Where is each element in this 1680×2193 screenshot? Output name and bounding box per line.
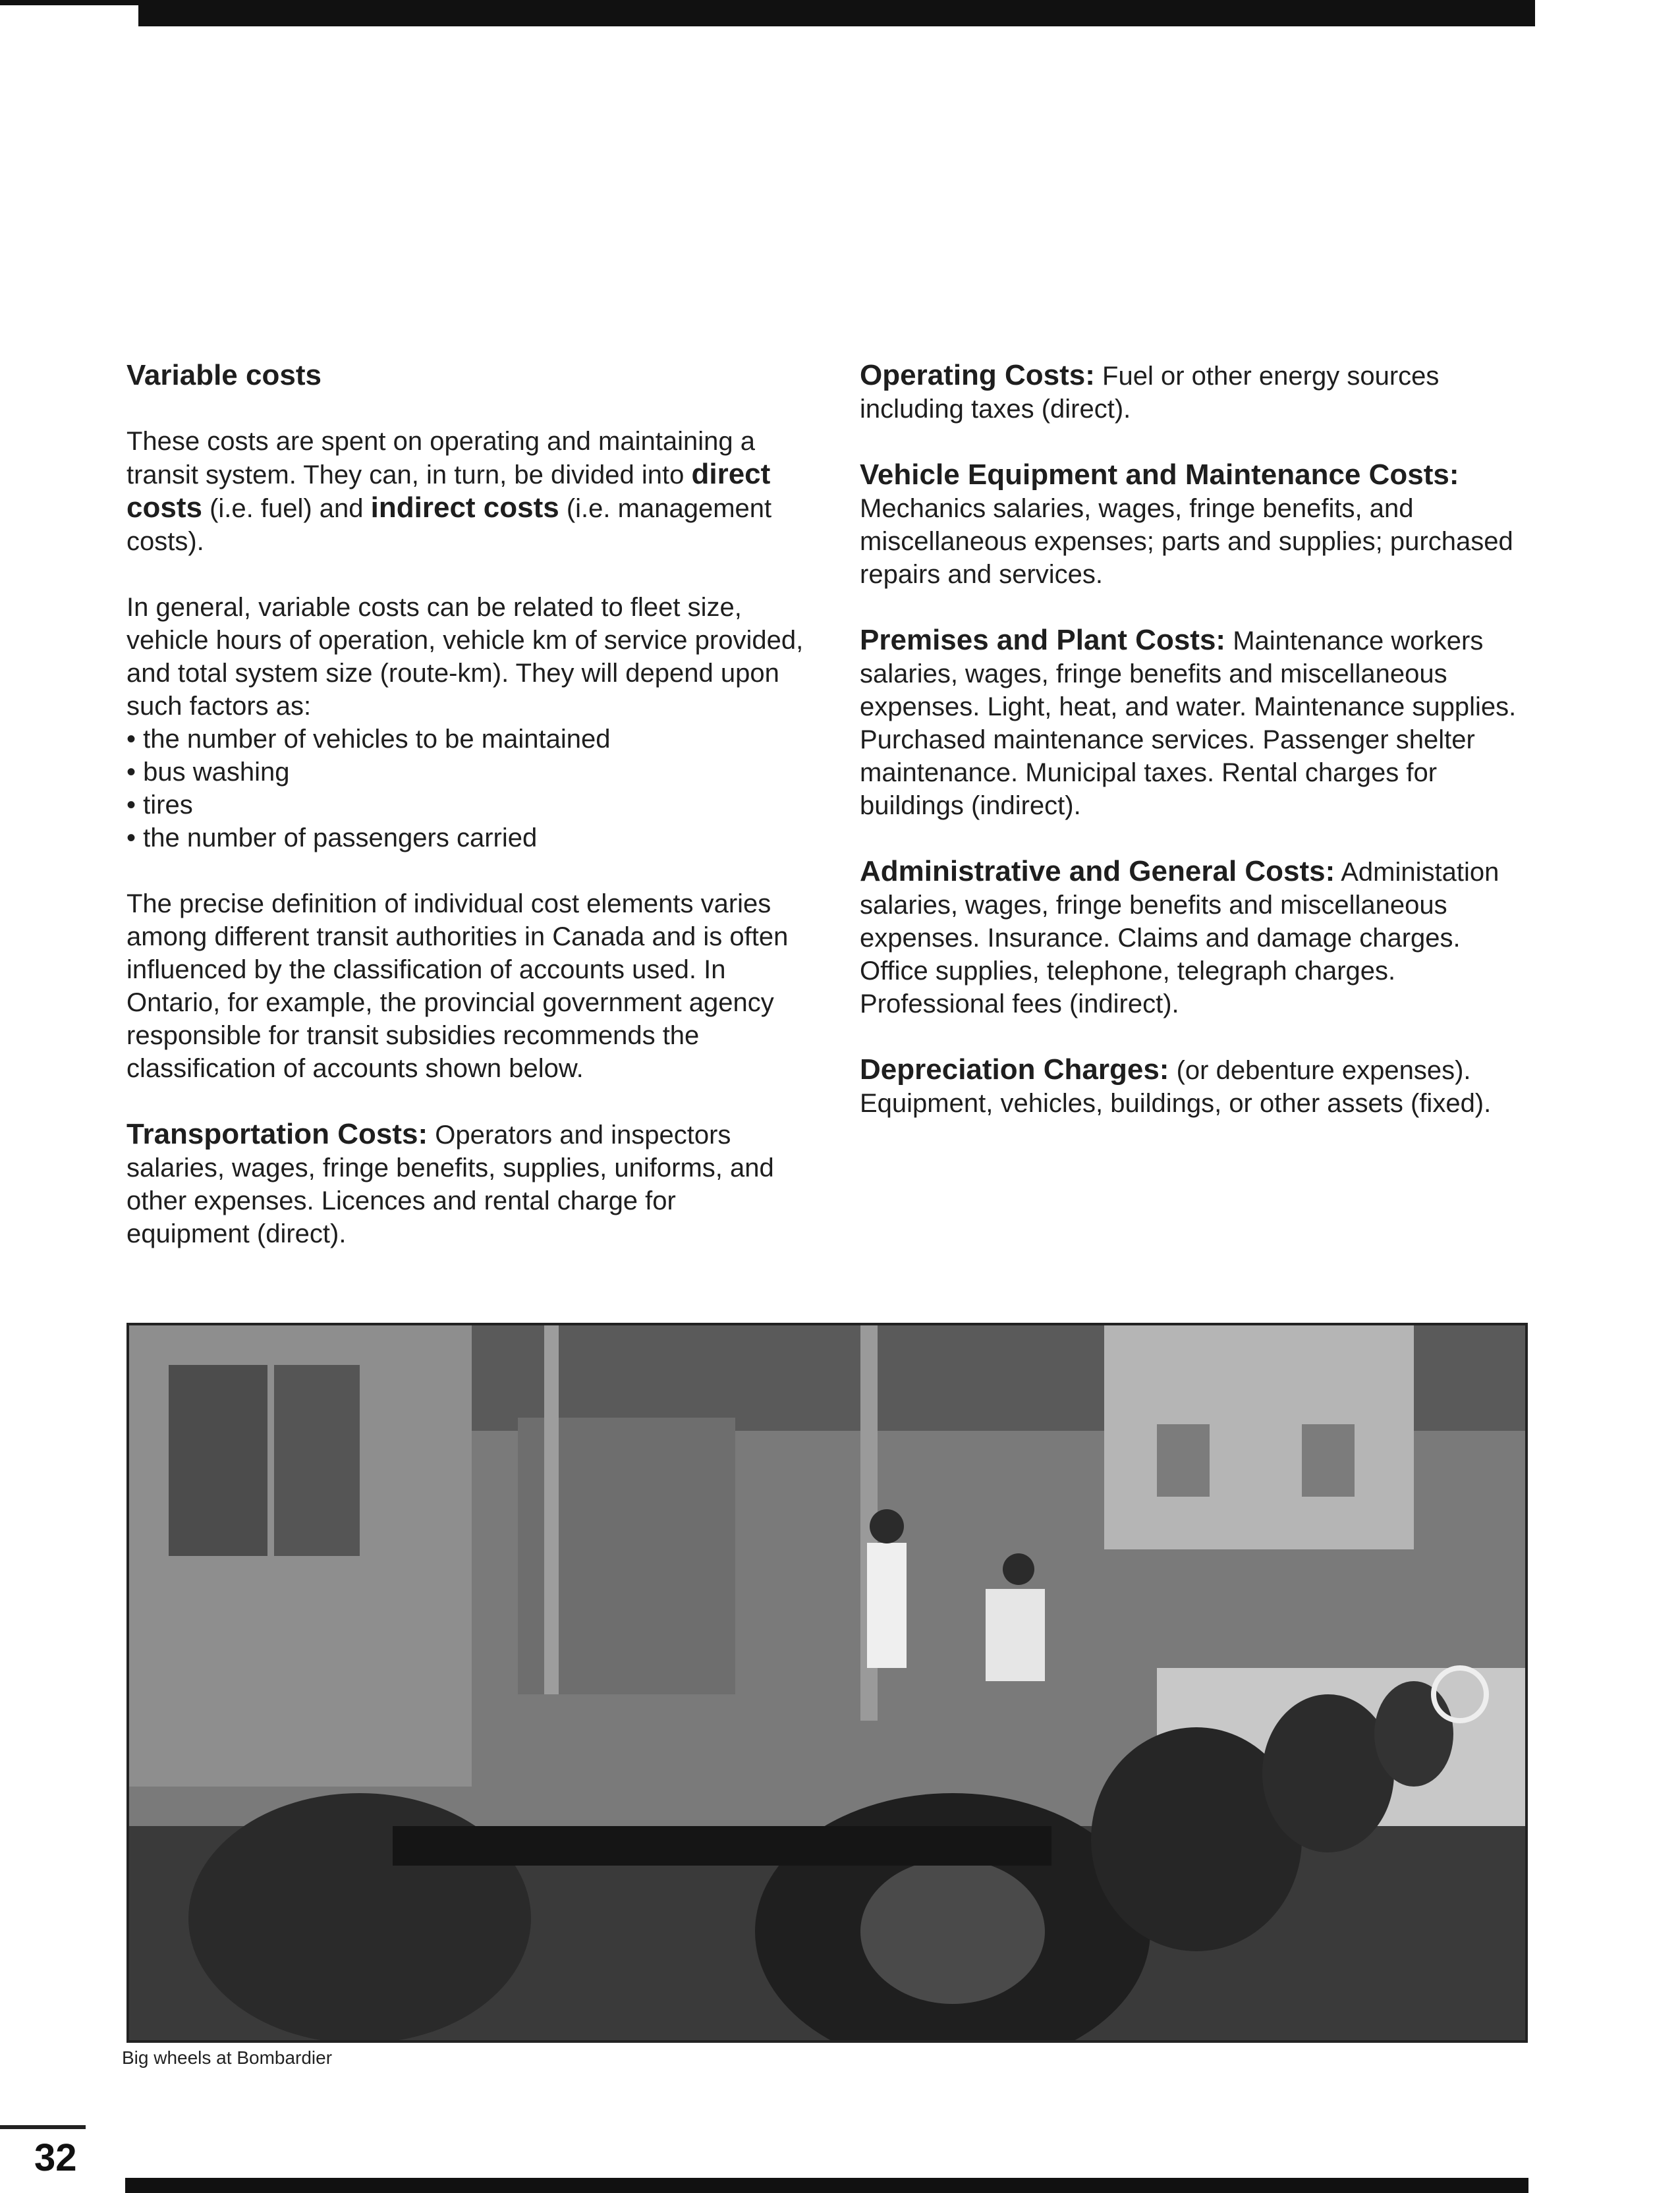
depreciation-charges-text: (or debenture expenses). Equipment, vehicles, buildings, or other assets (fixed). (860, 1056, 1492, 1118)
administrative-costs-text: Administation salaries, wages, fringe benefits and miscellaneous expenses. Insurance. Claims and damage charges. Office supplies, telephone, telegraph charges. Professional fees (indirect). (860, 858, 1499, 1018)
vehicle-costs-text: Mechanics salaries, wages, fringe benefits, and miscellaneous expenses; parts and supplies; purchased repairs and services. (860, 494, 1513, 589)
photo-caption: Big wheels at Bombardier (122, 2047, 333, 2068)
variable-costs-heading: Variable costs (126, 359, 322, 391)
premises-costs-heading: Premises and Plant Costs: (860, 624, 1226, 656)
general-paragraph: In general, variable costs can be related to fleet size, vehicle hours of operation, vehicle km of service provided, and total system size (route-km). They will depend upon such factors as: (126, 593, 804, 721)
intro-text-2: (i.e. fuel) and (202, 494, 371, 523)
operating-costs-heading: Operating Costs: (860, 359, 1095, 391)
depreciation-charges-paragraph (860, 1053, 1535, 1120)
factor-item: • the number of vehicles to be maintained (126, 723, 805, 756)
factor-item: • the number of passengers carried (126, 821, 805, 854)
general-block (126, 591, 805, 854)
transportation-costs-paragraph (126, 1118, 805, 1250)
transportation-costs-heading: Transportation Costs: (126, 1118, 428, 1150)
operating-costs-paragraph (860, 359, 1535, 426)
transportation-costs-text: Operators and inspectors salaries, wages, fringe benefits, supplies, uniforms, and other expenses. Licences and rental charge for equipment (direct). (126, 1121, 774, 1248)
factor-item: • bus washing (126, 756, 805, 789)
definition-paragraph: The precise definition of individual cost elements varies among different transit authorities in Canada and is often influenced by the classification of accounts used. In Ontario, for example, the provincial government agency responsible for transit subsidies recommends the classification of accounts shown below. (126, 889, 789, 1083)
factors-list (126, 723, 805, 854)
administrative-costs-heading: Administrative and General Costs: (860, 855, 1335, 887)
footer-bar (125, 2178, 1528, 2193)
intro-paragraph (126, 425, 805, 558)
vehicle-costs-heading: Vehicle Equipment and Maintenance Costs: (860, 458, 1459, 491)
premises-costs-text: Maintenance workers salaries, wages, fringe benefits and miscellaneous expenses. Light, heat, and water. Maintenance supplies. Purchased maintenance services. Passenger shelter maintenance. Municipal taxes. Rental charges for buildings (indirect). (860, 626, 1517, 820)
page-number: 32 (34, 2136, 77, 2179)
left-column (126, 359, 805, 1283)
vehicle-costs-paragraph (860, 458, 1535, 591)
operating-costs-text: Fuel or other energy sources including taxes (direct). (860, 362, 1440, 424)
page-number-rule (0, 2125, 86, 2129)
bus-chassis-photo (126, 1323, 1528, 2043)
header-bar (138, 0, 1535, 26)
administrative-costs-paragraph (860, 855, 1535, 1020)
indirect-costs-term: indirect costs (370, 491, 559, 524)
right-column (860, 359, 1535, 1153)
depreciation-charges-heading: Depreciation Charges: (860, 1053, 1169, 1086)
top-rule (0, 0, 152, 5)
direct-costs-term: direct costs (126, 458, 771, 524)
intro-text-1: These costs are spent on operating and maintaining a transit system. They can, in turn, be divided into (126, 427, 755, 489)
factor-item: • tires (126, 789, 805, 821)
intro-text-3: (i.e. management costs). (126, 494, 772, 556)
premises-costs-paragraph (860, 624, 1535, 822)
